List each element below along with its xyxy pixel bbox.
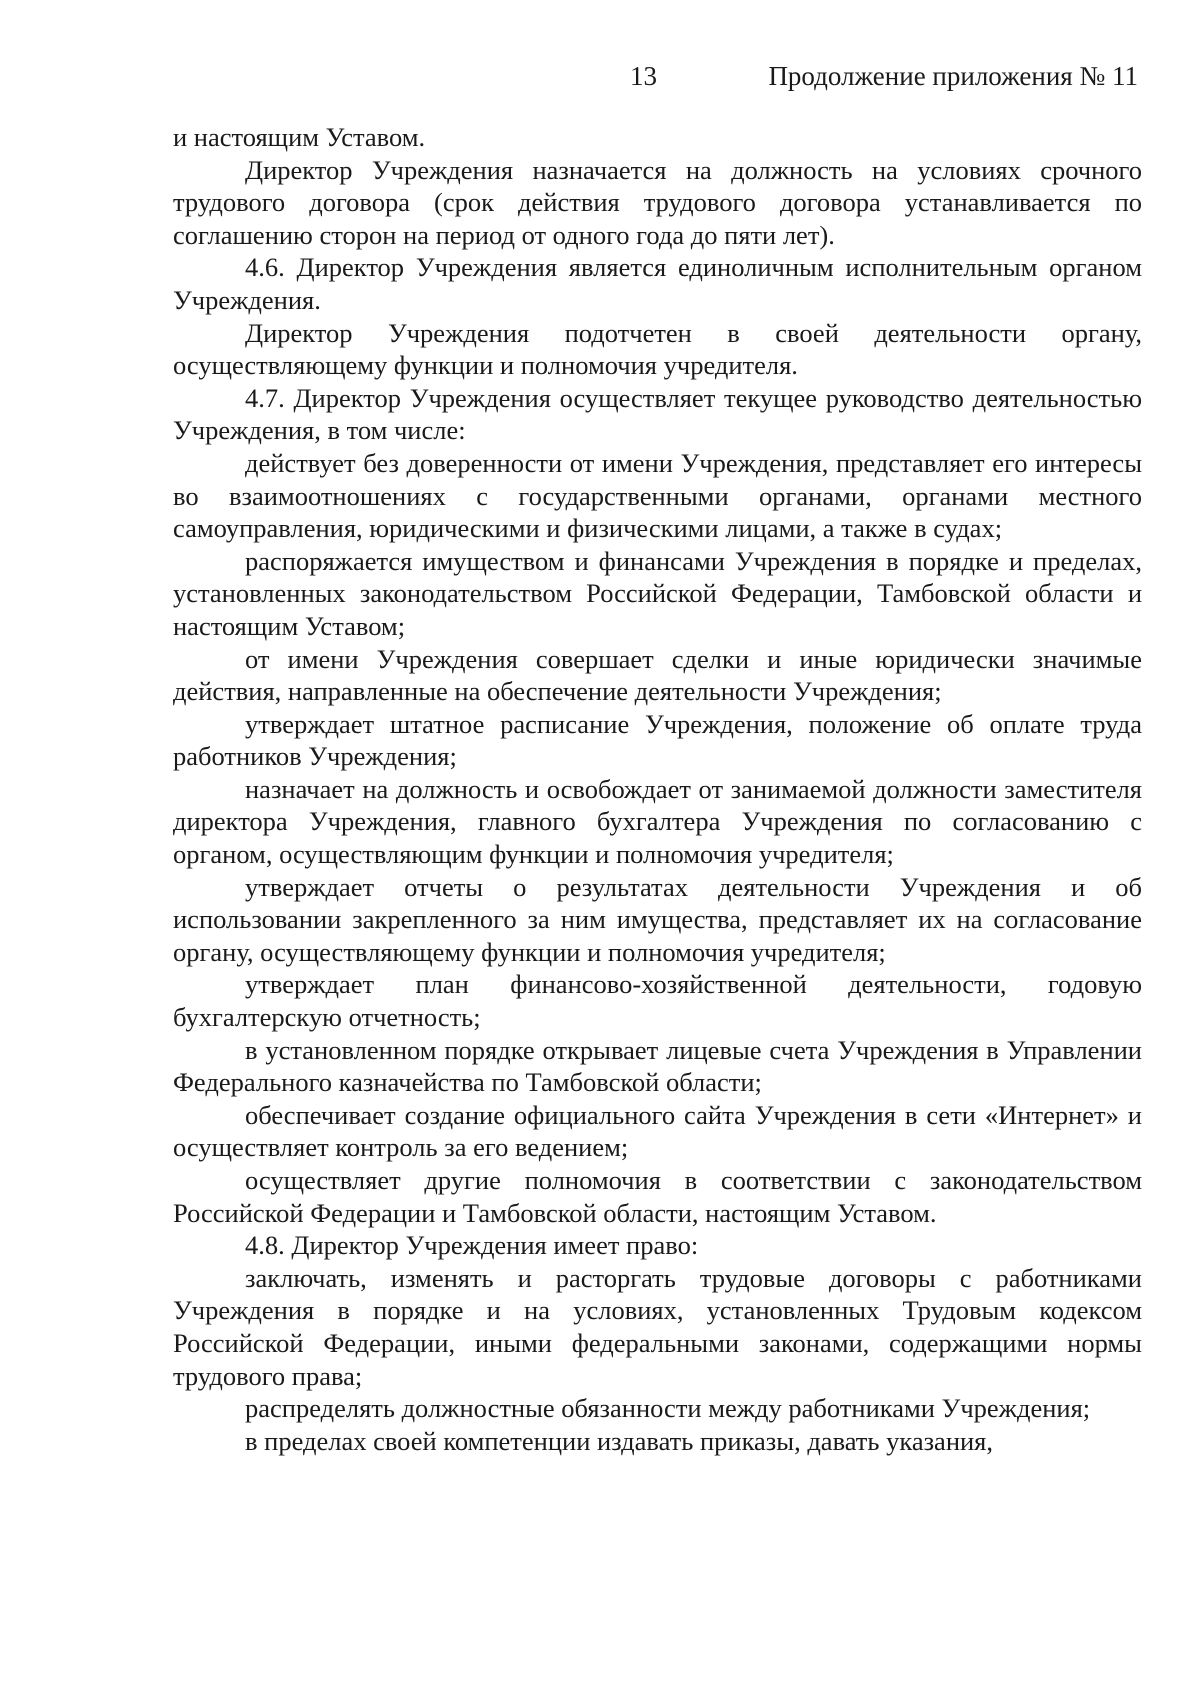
paragraph: 4.8. Директор Учреждения имеет право:	[245, 1230, 699, 1261]
page-header	[0, 56, 1200, 96]
paragraph: осуществляет другие полномочия в соответствии с законодательством Российской Федерации и Тамбовской области, настоящим Уставом.	[173, 1165, 1142, 1228]
paragraph: и настоящим Уставом.	[173, 122, 426, 152]
paragraph: действует без доверенности от имени Учреждения, представляет его интересы во взаимоотношениях с государственными органами, органами местного самоуправления, юридическими и физическими лицами, а также в судах;	[173, 447, 1142, 544]
paragraph: распределять должностные обязанности между работниками Учреждения;	[245, 1393, 1091, 1424]
appendix-label: Продолжение приложения № 11	[768, 61, 1138, 91]
document-body	[173, 121, 1142, 1457]
paragraph: назначает на должность и освобождает от занимаемой должности заместителя директора Учреждения, главного бухгалтера Учреждения по согласованию с органом, осуществляющим функции и полномочия учредителя;	[173, 773, 1142, 870]
paragraph: в пределах своей компетенции издавать приказы, давать указания,	[245, 1425, 993, 1456]
paragraph: Директор Учреждения назначается на должность на условиях срочного трудового договора (срок действия трудового договора устанавливается по соглашению сторон на период от одного года до пяти лет).	[173, 154, 1142, 250]
paragraph: заключать, изменять и расторгать трудовые договоры с работниками Учреждения в порядке и на условиях, установленных Трудовым кодексом Российской Федерации, иными федеральными законами, содержащими нормы трудового права;	[173, 1262, 1142, 1391]
paragraph: 4.6. Директор Учреждения является единоличным исполнительным органом Учреждения.	[173, 252, 1142, 315]
paragraph: утверждает отчеты о результатах деятельности Учреждения и об использовании закрепленного за ним имущества, представляет их на согласование органу, осуществляющему функции и полномочия учредителя;	[173, 871, 1142, 967]
paragraph: от имени Учреждения совершает сделки и иные юридически значимые действия, направленные на обеспечение деятельности Учреждения;	[173, 643, 1142, 707]
paragraph: утверждает штатное расписание Учреждения, положение об оплате труда работников Учреждения;	[173, 708, 1142, 772]
paragraph: распоряжается имуществом и финансами Учреждения в порядке и пределах, установленных законодательством Российской Федерации, Тамбовской области и настоящим Уставом;	[173, 545, 1142, 641]
paragraph: обеспечивает создание официального сайта Учреждения в сети «Интернет» и осуществляет контроль за его ведением;	[173, 1099, 1142, 1163]
paragraph: в установленном порядке открывает лицевые счета Учреждения в Управлении Федерального казначейства по Тамбовской области;	[173, 1034, 1142, 1098]
paragraph: Директор Учреждения подотчетен в своей деятельности органу, осуществляющему функции и полномочия учредителя.	[173, 317, 1142, 381]
paragraph: утверждает план финансово-хозяйственной деятельности, годовую бухгалтерскую отчетность;	[173, 969, 1142, 1033]
page-number: 13	[630, 61, 657, 91]
paragraph: 4.7. Директор Учреждения осуществляет текущее руководство деятельностью Учреждения, в том числе:	[173, 382, 1142, 446]
